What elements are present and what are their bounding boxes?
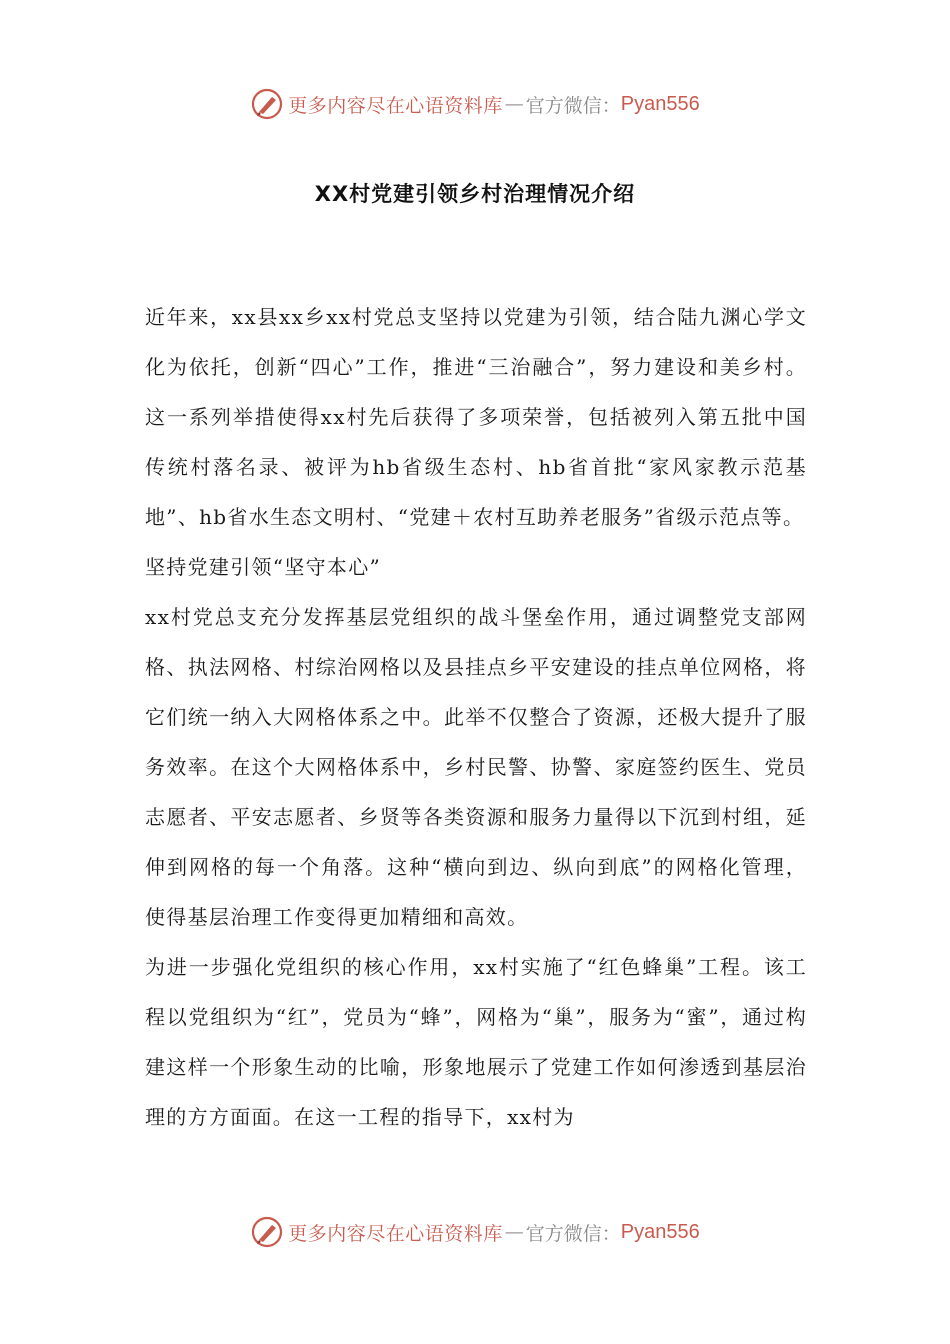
banner-wechat-label: 官方微信： <box>525 94 621 117</box>
banner-wechat-id: Pyan556 <box>620 1220 700 1243</box>
banner-text: 更多内容尽在心语资料库 <box>288 94 503 117</box>
paragraph: 为进一步强化党组织的核心作用，xx村实施了“红色蜂巢”工程。该工程以党组织为“红”，党员为“蜂”，网格为“巢”，服务为“蜜”，通过构建这样一个形象生动的比喻，形象地展示了党建工作如何渗透到基层治理的方方面面。在这一工程的指导下，xx村为 <box>145 955 807 1129</box>
paragraph: xx村党总支充分发挥基层党组织的战斗堡垒作用，通过调整党支部网格、执法网格、村综治网格以及县挂点乡平安建设的挂点单位网格，将它们统一纳入大网格体系之中。此举不仅整合了资源，还极大提升了服务效率。在这个大网格体系中，乡村民警、协警、家庭签约医生、党员志愿者、平安志愿者、乡贤等各类资源和服务力量得以下沉到村组，延伸到网格的每一个角落。这种“横向到边、纵向到底”的网格化管理，使得基层治理工作变得更加精细和高效。 <box>145 605 807 929</box>
document-title: XX村党建引领乡村治理情况介绍 <box>314 182 636 206</box>
banner-text: 更多内容尽在心语资料库 <box>288 1222 503 1245</box>
banner-dash: — <box>504 93 524 115</box>
footer-watermark-banner <box>0 1212 950 1252</box>
banner-wechat-label: 官方微信： <box>525 1222 621 1245</box>
section-heading: 坚持党建引领“坚守本心” <box>145 555 382 579</box>
paragraph: 近年来，xx县xx乡xx村党总支坚持以党建为引领，结合陆九渊心学文化为依托，创新“四心”工作，推进“三治融合”，努力建设和美乡村。这一系列举措使得xx村先后获得了多项荣誉，包括被列入第五批中国传统村落名录、被评为hb省级生态村、hb省首批“家风家教示范基地”、hb省水生态文明村、“党建＋农村互助养老服务”省级示范点等。 <box>145 305 807 529</box>
pen-nib-logo-icon <box>250 1215 284 1249</box>
document-body <box>145 292 807 1142</box>
banner-dash: — <box>504 1221 524 1243</box>
pen-nib-logo-icon <box>250 87 284 121</box>
header-watermark-banner <box>0 84 950 124</box>
banner-wechat-id: Pyan556 <box>620 92 700 115</box>
